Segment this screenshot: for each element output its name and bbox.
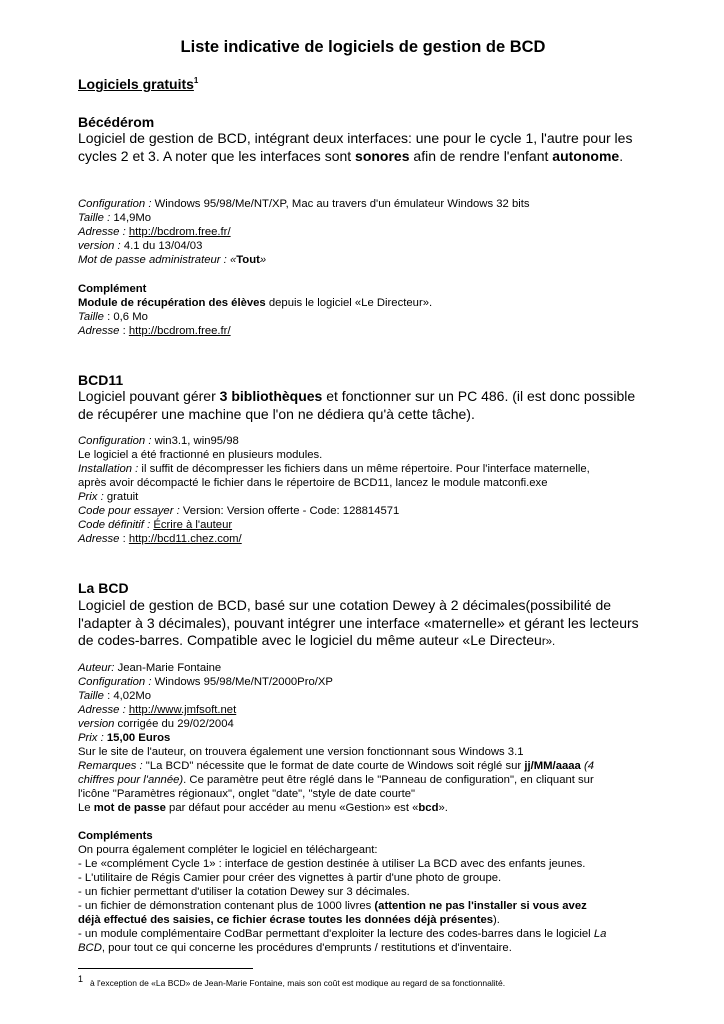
- list-item: - un fichier permettant d'utiliser la cotation Dewey sur 3 décimales.: [78, 886, 410, 898]
- address-link[interactable]: http://bcdrom.free.fr/: [128, 226, 231, 238]
- size-line: Taille : 14,9Mo: [78, 212, 152, 224]
- write-author-link[interactable]: Écrire à l'auteur: [153, 519, 233, 531]
- footnote-ref[interactable]: 1: [193, 76, 199, 86]
- bcd11-address-link[interactable]: http://bcd11.chez.com/: [128, 533, 242, 545]
- product-details-becedrom: [78, 197, 650, 267]
- section-heading: Logiciels gratuits$^1$: [78, 76, 199, 92]
- config-line: Configuration : Windows 95/98/Me/NT/XP, Mac au travers d'un émulateur Windows 32 bits: [78, 198, 530, 210]
- list-item: - Le «complément Cycle 1» : interface de gestion destinée à utiliser La BCD avec des enfants jeunes.: [78, 858, 586, 870]
- product-heading-becedrom: Bécédérom: [78, 114, 155, 130]
- list-item: - un module complémentaire CodBar permettant d'exploiter la lecture des codes-barres dans le logiciel La: [78, 928, 607, 940]
- complements-labcd: Compléments On pourra également compléter le logiciel en téléchargeant: - Le «complément Cycle 1» : interface de gestion destinée à utiliser La BCD avec des enfants jeunes. - L'utilitaire de Régis Camier pour créer des vignettes à partir d'une photo de groupe. - un fichier permettant d'utiliser la cotation Dewey sur 3 décimales. - un fichier de démonstration contenant plus de 1000 livres (attention ne pas l'installer si vous avez déjà effectué des saisies, ce fichier écrase toutes les données déjà présentes). - un module complémentaire CodBar permettant d'exploiter la lecture des codes-barres dans le logiciel La BCD, pour tout ce qui concerne les procédures d'emprunts / restitutions et d'inventaire.: [78, 829, 650, 955]
- product-details-labcd: Auteur: Jean-Marie Fontaine Configuration : Windows 95/98/Me/NT/2000Pro/XP Taille : 4,02Mo Adresse : http://www.jmfsoft.net version corrigée du 29/02/2004 Prix : 15,00 Euros Sur le site de l'auteur, on trouvera également une version fonctionnant sous Windows 3.1 Remarques : "La BCD" nécessite que le format de date courte de Windows soit réglé sur jj/MM/aaaa (4 chiffres pour l'année). Ce paramètre peut être réglé dans le "Panneau de configuration", en cliquant sur l'icône "Paramètres régionaux", onglet "date", "style de date courte" Le mot de passe par défaut pour accéder au menu «Gestion» est «bcd».: [78, 662, 595, 814]
- labcd-address-link[interactable]: http://www.jmfsoft.net: [128, 704, 237, 716]
- product-description-becedrom: Logiciel de gestion de BCD, intégrant deux interfaces: une pour le cycle 1, l'autre pour les cycles 2 et 3. A noter que les interfaces sont sonores afin de rendre l'enfant autonome.: [78, 130, 633, 164]
- complement-heading: Complément: [78, 283, 147, 295]
- footnote-rule: [78, 968, 253, 969]
- complements-heading: Compléments: [78, 830, 153, 842]
- product-details-bcd11: Configuration : win3.1, win95/98 Le logiciel a été fractionné en plusieurs modules. Installation : il suffit de décompresser les fichiers dans un même répertoire. Pour l'interface maternelle, après avoir décompacté le fichier dans le répertoire de BCD11, lancez le module matconfi.exe Prix : gratuit Code pour essayer : Version: Version offerte - Code: 128814571 Code définitif : Écrire à l'auteur Adresse : http://bcd11.chez.com/: [78, 435, 590, 545]
- page-title: Liste indicative de logiciels de gestion de BCD: [180, 38, 546, 56]
- version-line: version : 4.1 du 13/04/03: [78, 240, 203, 252]
- complement-becedrom: Complément Module de récupération des élèves depuis le logiciel «Le Directeur». Taille : 0,6 Mo Adresse : http://bcdrom.free.fr/: [78, 283, 433, 337]
- list-item: - L'utilitaire de Régis Camier pour créer des vignettes à partir d'une photo de groupe.: [78, 872, 502, 884]
- complement-address-link[interactable]: http://bcdrom.free.fr/: [128, 325, 231, 337]
- list-item: - un fichier de démonstration contenant plus de 1000 livres (attention ne pas l'installer si vous avez: [78, 900, 587, 912]
- product-heading-bcd11: BCD11: [78, 372, 124, 388]
- product-description-labcd: Logiciel de gestion de BCD, basé sur une cotation Dewey à 2 décimales(possibilité de l'adapter à 3 décimales), pouvant intégrer une interface «maternelle» et gérant les lecteurs de codes-barres. Compatible avec le logiciel du même auteur «Le Directeur».: [78, 597, 639, 648]
- product-description-bcd11: Logiciel pouvant gérer 3 bibliothèques et fonctionner sur un PC 486. (il est donc possible de récupérer une machine que l'on ne dédiera qu'à cette tâche).: [78, 388, 636, 422]
- address-line: Adresse : http://bcdrom.free.fr/: [78, 226, 231, 238]
- password-line: Mot de passe administrateur : «Tout»: [78, 254, 267, 266]
- product-heading-labcd: La BCD: [78, 580, 129, 596]
- footnote: 1 à l'exception de «La BCD» de Jean-Marie Fontaine, mais son coût est modique au regard de sa fonctionnalité.: [78, 974, 506, 988]
